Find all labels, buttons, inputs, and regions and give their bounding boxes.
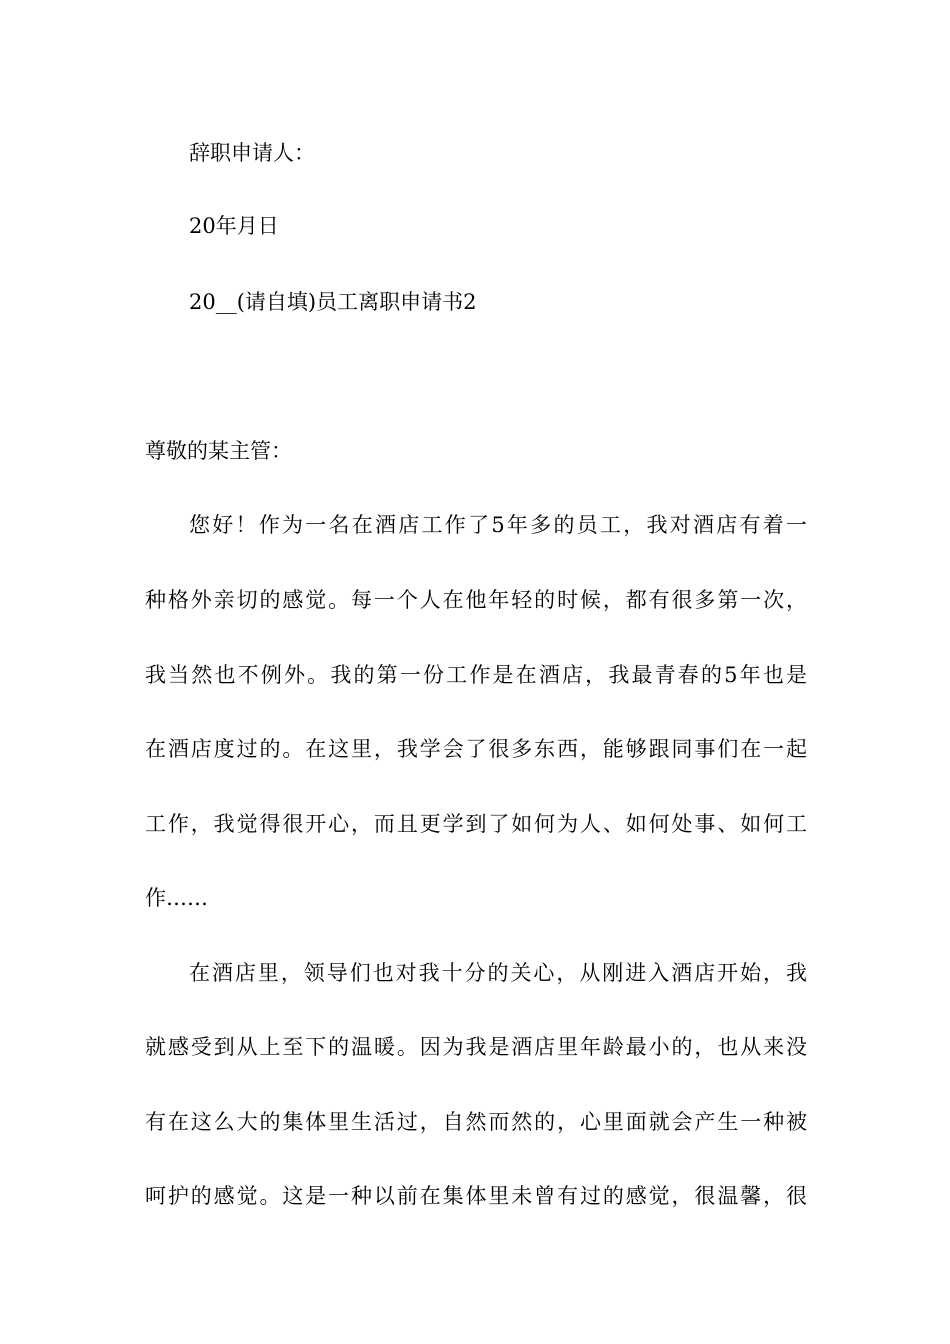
paragraph2-line: 在酒店里，领导们也对我十分的关心，从刚进入酒店开始，我 bbox=[189, 961, 807, 985]
signature-date: 20年月日 bbox=[189, 214, 279, 238]
paragraph1-line: 作…… bbox=[145, 886, 208, 910]
letter-salutation: 尊敬的某主管： bbox=[145, 439, 292, 463]
paragraph1-line: 您好！作为一名在酒店工作了5年多的员工，我对酒店有着一 bbox=[189, 513, 807, 537]
paragraph1-line: 我当然也不例外。我的第一份工作是在酒店，我最青春的5年也是 bbox=[145, 663, 807, 687]
paragraph1-line: 种格外亲切的感觉。每一个人在他年轻的时候，都有很多第一次， bbox=[145, 588, 807, 612]
paragraph2-line: 呵护的感觉。这是一种以前在集体里未曾有过的感觉，很温馨，很 bbox=[145, 1184, 807, 1208]
paragraph2-line: 就感受到从上至下的温暖。因为我是酒店里年龄最小的，也从来没 bbox=[145, 1035, 807, 1059]
letter-title: 20__(请自填)员工离职申请书2 bbox=[189, 290, 477, 314]
paragraph2-line: 有在这么大的集体里生活过，自然而然的，心里面就会产生一种被 bbox=[145, 1110, 807, 1134]
paragraph1-line: 在酒店度过的。在这里，我学会了很多东西，能够跟同事们在一起 bbox=[145, 737, 807, 761]
paragraph1-line: 工作，我觉得很开心，而且更学到了如何为人、如何处事、如何工 bbox=[145, 812, 807, 836]
applicant-signature-label: 辞职申请人： bbox=[189, 141, 315, 165]
